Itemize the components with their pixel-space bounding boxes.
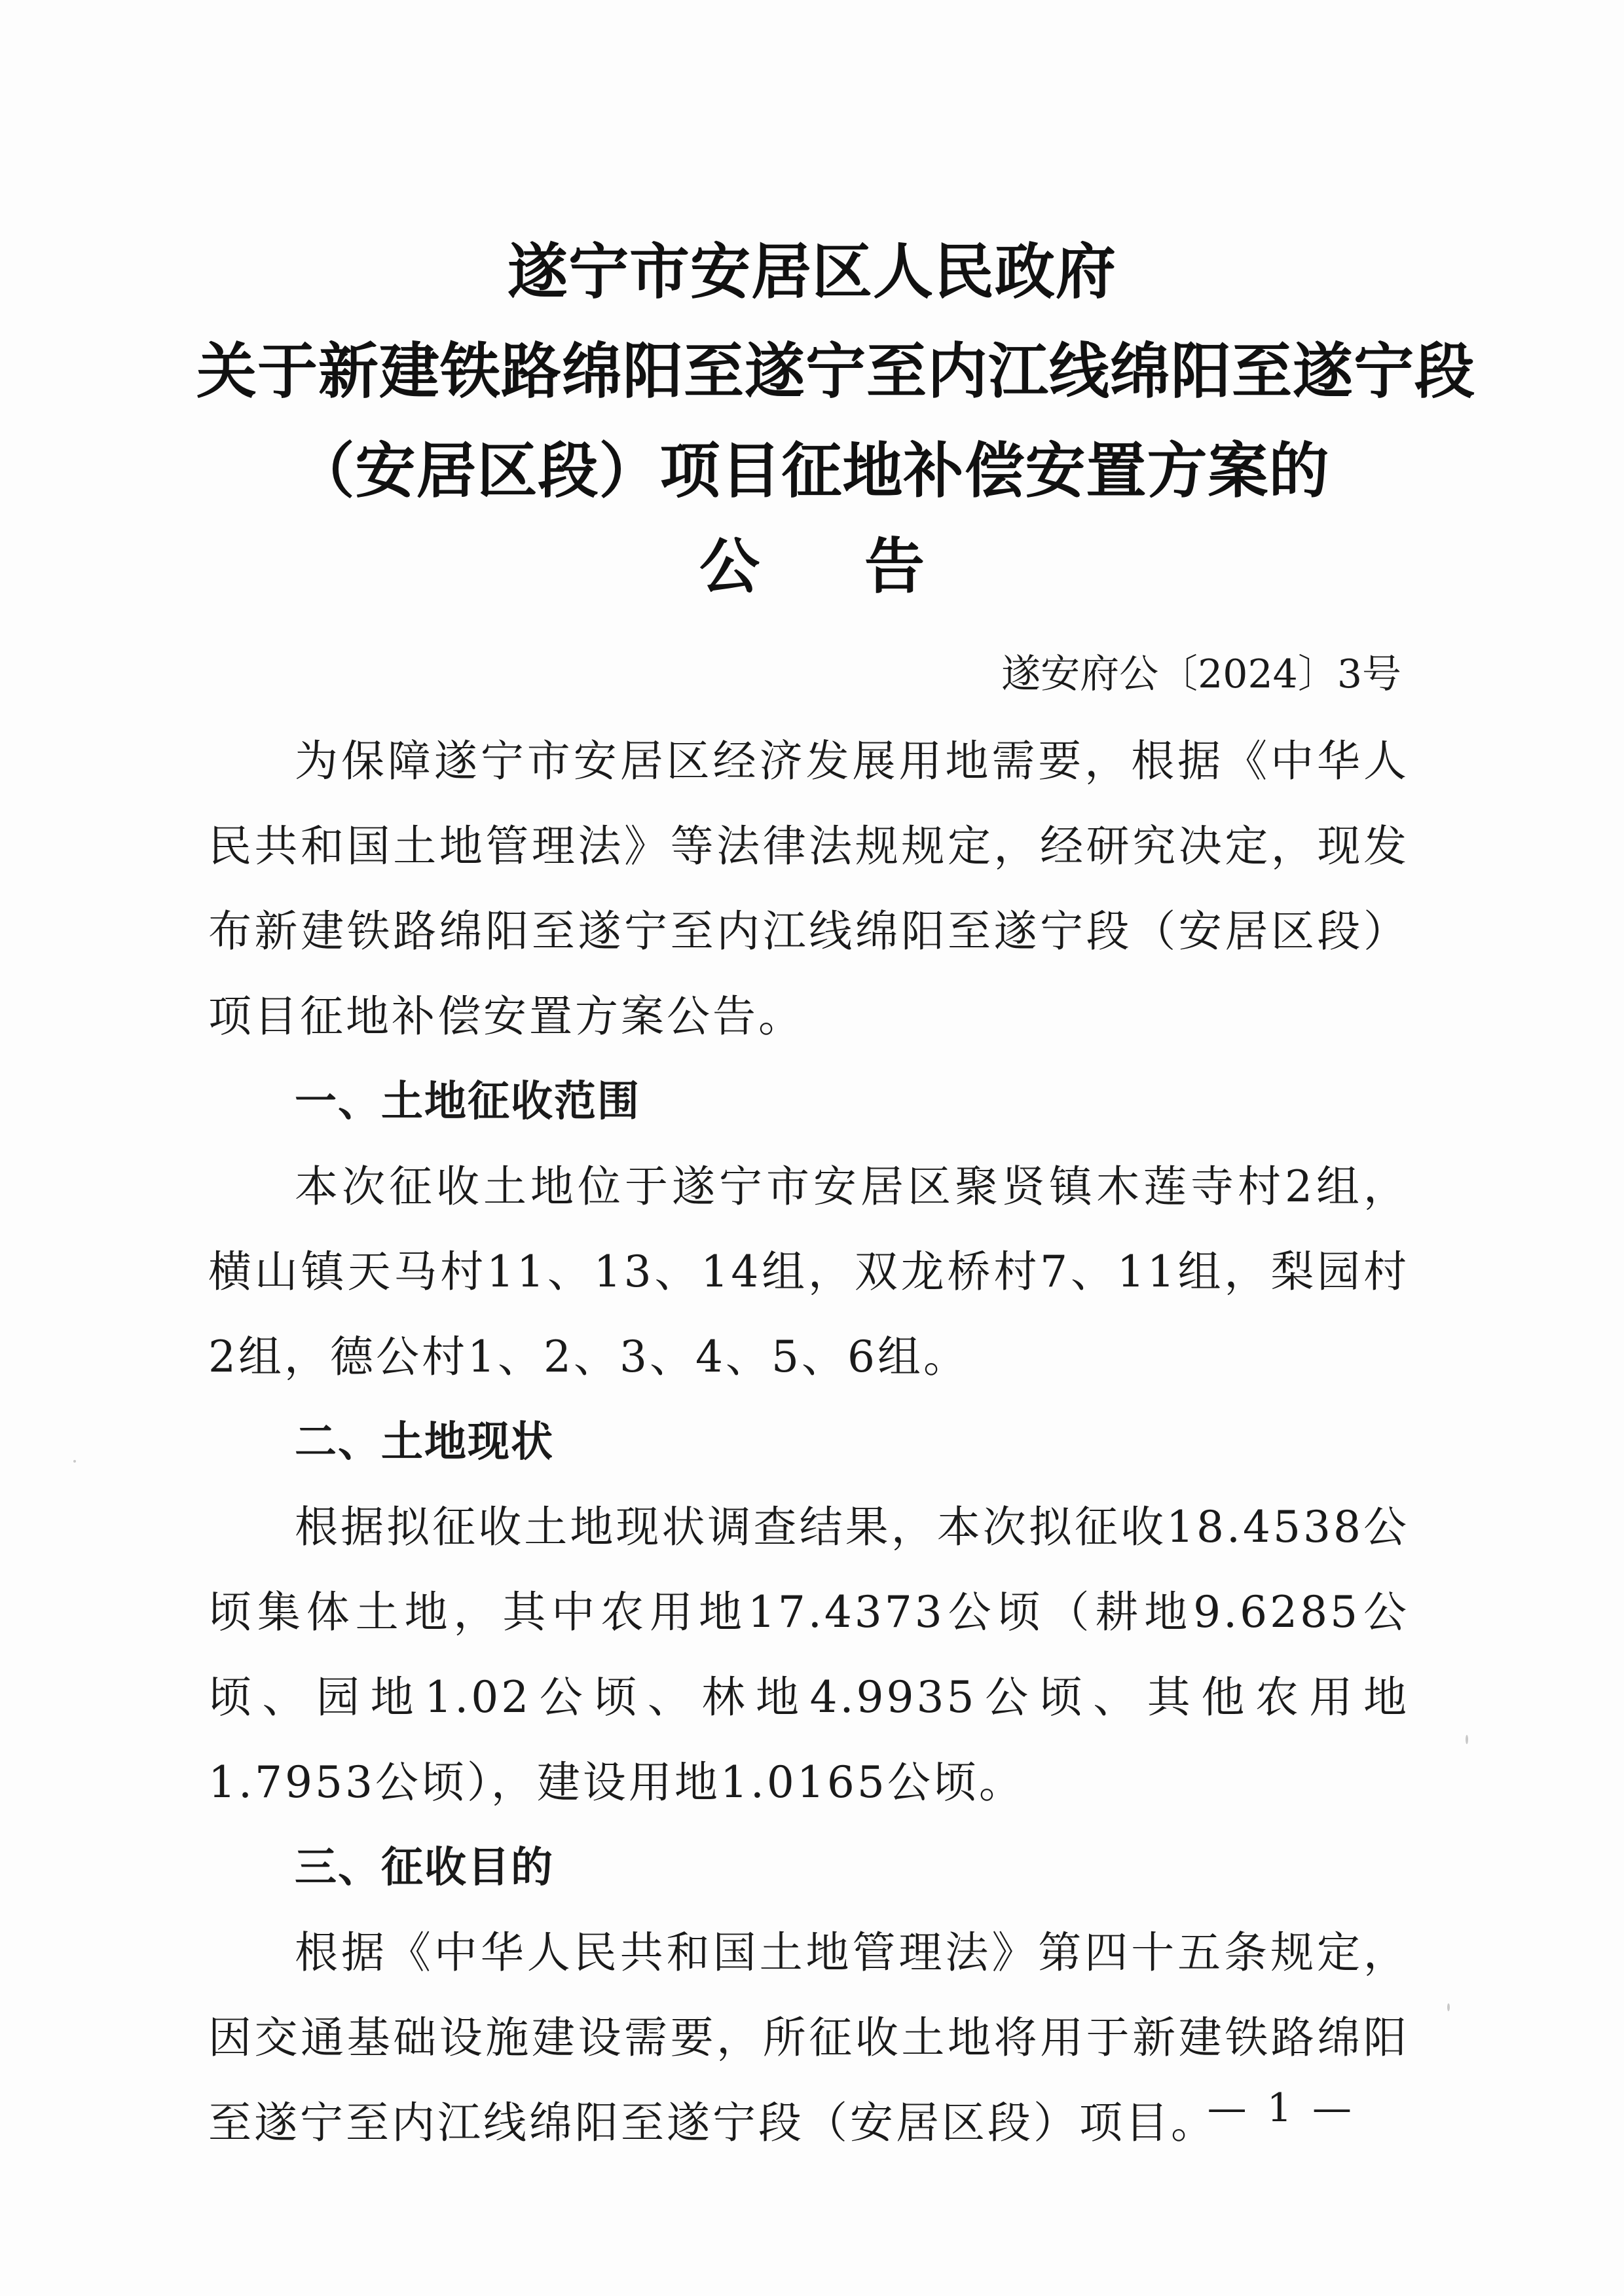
section-text-status: 根据拟征收土地现状调查结果，本次拟征收18.4538公顷集体土地，其中农用地17.4373公顷（耕地9.6285公顷、园地1.02公顷、林地4.9935公顷、其他农用地1.7953公顷），建设用地1.0165公顷。 xyxy=(208,1502,1409,1808)
section-heading-status: 二、土地现状 xyxy=(295,1418,554,1467)
title-line-3: （安居区段）项目征地补偿安置方案的 xyxy=(294,436,1330,506)
page-number: — 1 — xyxy=(1207,2085,1356,2131)
section-heading-purpose: 三、征收目的 xyxy=(295,1844,554,1892)
section-text-purpose: 根据《中华人民共和国土地管理法》第四十五条规定，因交通基础设施建设需要，所征收土地将用于新建铁路绵阳至遂宁至内江线绵阳至遂宁段（安居区段）项目。 xyxy=(208,1927,1409,2148)
section-text-scope: 本次征收土地位于遂宁市安居区聚贤镇木莲寺村2组，横山镇天马村11、13、14组，双龙桥村7、11组，梨园村2组，德公村1、2、3、4、5、6组。 xyxy=(208,1161,1409,1382)
title-line-2: 关于新建铁路绵阳至遂宁至内江线绵阳至遂宁段 xyxy=(196,337,1476,407)
title-line-1: 遂宁市安居区人民政府 xyxy=(507,237,1116,307)
scan-speck xyxy=(73,1460,76,1463)
scan-speck xyxy=(1447,2003,1450,2011)
document-title xyxy=(196,223,1476,613)
document-body xyxy=(208,719,1409,2166)
section-heading-scope: 一、土地征收范围 xyxy=(295,1078,640,1126)
intro-paragraph: 为保障遂宁市安居区经济发展用地需要，根据《中华人民共和国土地管理法》等法律法规规定，经研究决定，现发布新建铁路绵阳至遂宁至内江线绵阳至遂宁段（安居区段）项目征地补偿安置方案公告。 xyxy=(208,736,1409,1042)
title-notice: 公告 xyxy=(699,532,1029,602)
document-number: 遂安府公〔2024〕3号 xyxy=(1001,651,1401,697)
scan-speck xyxy=(1466,1735,1468,1744)
